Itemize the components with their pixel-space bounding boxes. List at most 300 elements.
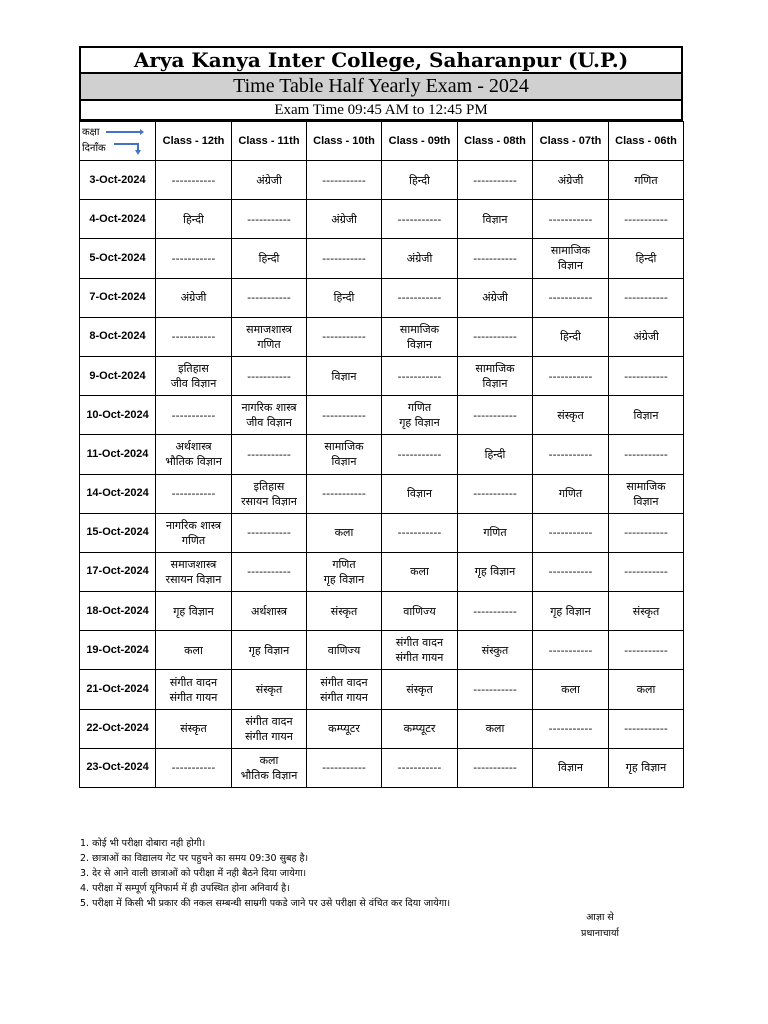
subject-cell xyxy=(156,435,232,474)
subject-cell xyxy=(533,278,609,317)
subject-cell xyxy=(609,396,684,435)
date-cell: 18-Oct-2024 xyxy=(80,592,156,631)
subject-cell xyxy=(533,670,609,709)
subject-text: सामाजिक xyxy=(626,479,666,493)
date-cell: 22-Oct-2024 xyxy=(80,709,156,748)
subject-cell xyxy=(609,435,684,474)
subject-cell xyxy=(307,592,382,631)
subject-cell xyxy=(458,239,533,278)
subject-cell xyxy=(232,631,307,670)
subject-text: गृह विज्ञान xyxy=(173,604,214,618)
subject-cell xyxy=(156,161,232,200)
subject-text: ----------- xyxy=(171,251,216,265)
subject-text: ----------- xyxy=(171,487,216,501)
subject-text: इतिहास xyxy=(253,479,285,493)
subject-text: सामाजिक xyxy=(324,440,364,454)
subject-text: सामाजिक xyxy=(550,244,591,258)
subject-cell xyxy=(382,396,458,435)
subject-text: संस्कृत xyxy=(255,683,283,697)
subject-cell xyxy=(307,356,382,395)
subject-cell xyxy=(307,239,382,278)
subject-text: ----------- xyxy=(624,643,668,657)
subject-cell xyxy=(232,396,307,435)
subject-cell xyxy=(232,709,307,748)
subject-text: कला xyxy=(334,526,354,540)
table-row xyxy=(80,161,684,200)
subject-cell xyxy=(458,161,533,200)
subject-text: ----------- xyxy=(247,447,291,461)
date-label: दिनाँक xyxy=(82,143,106,154)
subject-cell xyxy=(609,474,684,513)
subject-text: विज्ञान xyxy=(558,761,583,775)
subject-cell xyxy=(609,278,684,317)
subject-cell xyxy=(382,474,458,513)
subject-cell xyxy=(609,592,684,631)
subject-cell xyxy=(609,670,684,709)
subject-cell xyxy=(609,239,684,278)
subject-text: कला xyxy=(410,565,429,579)
subject-text: ----------- xyxy=(473,251,517,265)
subject-text: संस्कृत xyxy=(557,408,584,422)
subject-text: कम्प्यूटर xyxy=(328,722,360,736)
subject-text: ----------- xyxy=(247,291,291,305)
subject-cell xyxy=(533,474,609,513)
subject-text: ----------- xyxy=(548,447,593,461)
subject-text: गणित xyxy=(407,401,432,415)
subject-cell xyxy=(458,278,533,317)
subject-cell xyxy=(458,435,533,474)
subject-text: ----------- xyxy=(473,761,517,775)
date-cell: 8-Oct-2024 xyxy=(80,317,156,356)
subject-cell xyxy=(382,435,458,474)
subject-cell xyxy=(232,670,307,709)
subject-text: ----------- xyxy=(473,173,517,187)
subject-text: कला xyxy=(485,722,505,736)
subject-text: सामाजिक xyxy=(475,362,515,376)
subject-text: रसायन विज्ञान xyxy=(165,572,222,586)
subject-text: गृह विज्ञान xyxy=(399,416,440,430)
subject-text: विज्ञान xyxy=(633,494,659,508)
subject-cell xyxy=(533,356,609,395)
subject-cell xyxy=(382,670,458,709)
subject-text: भौतिक विज्ञान xyxy=(240,768,298,782)
subject-cell xyxy=(533,239,609,278)
date-cell: 5-Oct-2024 xyxy=(80,239,156,278)
subject-text: गणित xyxy=(332,557,356,571)
subject-cell xyxy=(458,709,533,748)
subject-text: विज्ञान xyxy=(558,259,583,273)
subject-cell xyxy=(458,748,533,787)
subject-cell xyxy=(307,513,382,552)
subject-text: ----------- xyxy=(548,212,593,226)
subject-text: अंग्रेजी xyxy=(331,212,357,226)
subject-text: संगीत गायन xyxy=(320,690,368,704)
subject-text: विज्ञान xyxy=(331,455,357,469)
table-row xyxy=(80,592,684,631)
date-cell: 7-Oct-2024 xyxy=(80,278,156,317)
subject-text: विज्ञान xyxy=(407,337,432,351)
subject-cell xyxy=(458,631,533,670)
subject-cell xyxy=(533,161,609,200)
subject-cell xyxy=(156,356,232,395)
subject-text: अर्थशास्त्र xyxy=(175,440,212,454)
col-class-06: Class - 06th xyxy=(609,122,684,161)
subject-text: वाणिज्य xyxy=(327,643,361,657)
table-row xyxy=(80,748,684,787)
subject-text: गणित xyxy=(257,337,281,351)
instruction-item: 2. छात्राओं का विद्यालय गेट पर पहुचने का समय 09:30 सुबह है। xyxy=(80,853,309,864)
subject-text: संगीत वादन xyxy=(320,675,368,689)
subject-text: जीव विज्ञान xyxy=(170,377,217,391)
subject-text: ----------- xyxy=(171,173,216,187)
subject-cell xyxy=(382,356,458,395)
subject-cell xyxy=(232,278,307,317)
subject-text: संगीत गायन xyxy=(169,690,218,704)
exam-title: Time Table Half Yearly Exam - 2024 xyxy=(79,74,683,101)
subject-text: ----------- xyxy=(473,408,517,422)
subject-cell xyxy=(382,161,458,200)
subject-text: ----------- xyxy=(473,487,517,501)
subject-cell xyxy=(382,317,458,356)
subject-cell xyxy=(533,435,609,474)
subject-cell xyxy=(533,200,609,239)
subject-cell xyxy=(232,748,307,787)
exam-time: Exam Time 09:45 AM to 12:45 PM xyxy=(79,101,683,121)
subject-cell xyxy=(382,748,458,787)
subject-cell xyxy=(232,200,307,239)
subject-cell xyxy=(307,474,382,513)
subject-text: रसायन विज्ञान xyxy=(241,494,297,508)
subject-cell xyxy=(382,513,458,552)
subject-text: ----------- xyxy=(171,408,216,422)
subject-cell xyxy=(307,631,382,670)
subject-text: कला xyxy=(636,683,656,697)
signature-block xyxy=(540,910,660,942)
date-cell: 19-Oct-2024 xyxy=(80,631,156,670)
subject-text: इतिहास xyxy=(178,362,209,376)
subject-text: ----------- xyxy=(397,291,442,305)
subject-cell xyxy=(609,709,684,748)
subject-text: कला xyxy=(259,753,279,767)
subject-text: गृह विज्ञान xyxy=(323,572,365,586)
subject-text: विज्ञान xyxy=(482,377,508,391)
subject-cell xyxy=(156,709,232,748)
subject-cell xyxy=(458,200,533,239)
subject-text: ----------- xyxy=(322,330,366,344)
subject-text: वाणिज्य xyxy=(403,604,436,618)
subject-text: ----------- xyxy=(322,251,366,265)
subject-text: गृह विज्ञान xyxy=(248,643,290,657)
subject-text: सामाजिक xyxy=(399,322,440,336)
subject-text: ----------- xyxy=(397,369,442,383)
subject-text: संस्कृत xyxy=(180,722,207,736)
corner-cell xyxy=(80,122,156,161)
col-class-08: Class - 08th xyxy=(458,122,533,161)
table-row xyxy=(80,552,684,591)
subject-cell xyxy=(156,239,232,278)
subject-text: संस्कुत xyxy=(481,643,509,657)
down-right-arrow-icon xyxy=(114,141,144,155)
subject-text: कला xyxy=(184,643,203,657)
subject-cell xyxy=(232,239,307,278)
subject-cell xyxy=(458,592,533,631)
subject-text: ----------- xyxy=(397,212,442,226)
subject-text: समाजशास्त्र xyxy=(246,322,292,336)
date-cell: 9-Oct-2024 xyxy=(80,356,156,395)
subject-cell xyxy=(382,552,458,591)
subject-text: विज्ञान xyxy=(482,212,508,226)
subject-text: ----------- xyxy=(624,722,668,736)
subject-text: नागरिक शास्त्र xyxy=(165,518,222,532)
subject-text: ----------- xyxy=(548,291,593,305)
subject-text: संगीत गायन xyxy=(245,729,293,743)
subject-cell xyxy=(156,748,232,787)
subject-text: अंग्रेजी xyxy=(406,251,433,265)
subject-text: ----------- xyxy=(247,565,291,579)
subject-cell xyxy=(232,356,307,395)
subject-text: संस्कृत xyxy=(330,604,358,618)
subject-text: गणित xyxy=(558,487,583,501)
subject-cell xyxy=(533,317,609,356)
subject-text: ----------- xyxy=(171,761,216,775)
subject-cell xyxy=(232,552,307,591)
subject-cell xyxy=(307,670,382,709)
subject-text: अर्थशास्त्र xyxy=(250,604,288,618)
table-row xyxy=(80,513,684,552)
subject-text: संगीत वादन xyxy=(169,675,218,689)
table-row xyxy=(80,396,684,435)
subject-cell xyxy=(382,278,458,317)
instructions xyxy=(80,836,680,911)
subject-cell xyxy=(232,474,307,513)
subject-cell xyxy=(307,278,382,317)
date-cell: 21-Oct-2024 xyxy=(80,670,156,709)
subject-cell xyxy=(156,474,232,513)
subject-cell xyxy=(533,748,609,787)
header-row xyxy=(80,122,684,161)
subject-cell xyxy=(609,200,684,239)
subject-cell xyxy=(232,435,307,474)
subject-cell xyxy=(458,670,533,709)
instruction-item: 3. देर से आने वाली छात्राओं को परीक्षा में नही बैठने दिया जायेगा। xyxy=(80,868,307,879)
subject-cell xyxy=(156,513,232,552)
table-row xyxy=(80,474,684,513)
date-cell: 4-Oct-2024 xyxy=(80,200,156,239)
subject-text: गणित xyxy=(181,533,206,547)
subject-cell xyxy=(307,200,382,239)
subject-text: विज्ञान xyxy=(633,408,659,422)
subject-cell xyxy=(156,396,232,435)
subject-text: विज्ञान xyxy=(331,369,357,383)
subject-cell xyxy=(156,670,232,709)
subject-text: अंग्रेजी xyxy=(256,173,282,187)
col-class-09: Class - 09th xyxy=(382,122,458,161)
subject-cell xyxy=(307,317,382,356)
class-label: कक्षा xyxy=(82,127,100,138)
subject-text: हिन्दी xyxy=(409,173,430,187)
date-cell: 14-Oct-2024 xyxy=(80,474,156,513)
subject-cell xyxy=(307,709,382,748)
subject-cell xyxy=(609,513,684,552)
subject-cell xyxy=(156,552,232,591)
subject-cell xyxy=(609,748,684,787)
subject-text: अंग्रेजी xyxy=(557,173,584,187)
subject-cell xyxy=(382,200,458,239)
date-cell: 17-Oct-2024 xyxy=(80,552,156,591)
instruction-item: 5. परीक्षा में किसी भी प्रकार की नकल सम्बन्धी साम्रगी पकडे जाने पर उसे परीक्षा से वंचित कर दिया जायेगा। xyxy=(80,898,451,909)
right-arrow-icon xyxy=(106,128,144,136)
subject-text: ----------- xyxy=(473,330,517,344)
subject-text: ----------- xyxy=(322,761,366,775)
timetable xyxy=(79,121,684,788)
subject-text: ----------- xyxy=(322,173,366,187)
subject-cell xyxy=(609,317,684,356)
subject-text: ----------- xyxy=(171,330,216,344)
subject-text: ----------- xyxy=(548,722,593,736)
subject-cell xyxy=(307,552,382,591)
subject-text: भौतिक विज्ञान xyxy=(165,455,222,469)
subject-cell xyxy=(232,513,307,552)
subject-text: ----------- xyxy=(473,683,517,697)
subject-cell xyxy=(458,356,533,395)
subject-cell xyxy=(609,552,684,591)
principal-text: प्रधानाचार्या xyxy=(581,928,619,939)
subject-cell xyxy=(609,356,684,395)
col-class-11: Class - 11th xyxy=(232,122,307,161)
subject-text: अंग्रेजी xyxy=(633,330,659,344)
date-cell: 10-Oct-2024 xyxy=(80,396,156,435)
subject-cell xyxy=(232,592,307,631)
subject-text: हिन्दी xyxy=(258,251,280,265)
col-class-10: Class - 10th xyxy=(307,122,382,161)
timetable-sheet xyxy=(79,46,683,788)
subject-text: ----------- xyxy=(247,369,291,383)
subject-cell xyxy=(156,200,232,239)
table-row xyxy=(80,670,684,709)
instruction-item: 1. कोई भी परीक्षा दोबारा नही होगी। xyxy=(80,838,206,849)
subject-cell xyxy=(382,592,458,631)
subject-text: ----------- xyxy=(397,447,442,461)
date-cell: 3-Oct-2024 xyxy=(80,161,156,200)
subject-text: ----------- xyxy=(397,761,442,775)
subject-text: संस्कृत xyxy=(406,683,433,697)
subject-text: संगीत वादन xyxy=(245,714,293,728)
subject-cell xyxy=(458,396,533,435)
col-class-07: Class - 07th xyxy=(533,122,609,161)
subject-text: अंग्रेजी xyxy=(180,291,207,305)
subject-cell xyxy=(156,317,232,356)
subject-cell xyxy=(533,592,609,631)
subject-text: हिन्दी xyxy=(635,251,657,265)
subject-cell xyxy=(609,631,684,670)
subject-text: ----------- xyxy=(397,526,442,540)
subject-text: संस्कृत xyxy=(632,604,660,618)
table-row xyxy=(80,709,684,748)
subject-cell xyxy=(156,592,232,631)
subject-cell xyxy=(382,631,458,670)
date-cell: 15-Oct-2024 xyxy=(80,513,156,552)
date-cell: 11-Oct-2024 xyxy=(80,435,156,474)
subject-text: ----------- xyxy=(624,291,668,305)
table-row xyxy=(80,200,684,239)
subject-cell xyxy=(307,161,382,200)
subject-text: विज्ञान xyxy=(407,487,432,501)
subject-text: ----------- xyxy=(548,565,593,579)
by-order-text: आज्ञा से xyxy=(586,912,614,923)
subject-cell xyxy=(609,161,684,200)
table-row xyxy=(80,356,684,395)
subject-text: समाजशास्त्र xyxy=(170,557,217,571)
table-row xyxy=(80,317,684,356)
subject-text: हिन्दी xyxy=(484,447,506,461)
subject-cell xyxy=(533,631,609,670)
subject-text: ----------- xyxy=(247,212,291,226)
subject-cell xyxy=(307,435,382,474)
subject-cell xyxy=(382,239,458,278)
subject-text: गृह विज्ञान xyxy=(625,761,667,775)
subject-cell xyxy=(458,474,533,513)
col-class-12: Class - 12th xyxy=(156,122,232,161)
subject-text: संगीत गायन xyxy=(395,651,444,665)
timetable-body xyxy=(80,161,684,788)
subject-text: हिन्दी xyxy=(560,330,581,344)
subject-text: ----------- xyxy=(247,526,291,540)
table-row xyxy=(80,631,684,670)
subject-cell xyxy=(533,513,609,552)
subject-text: हिन्दी xyxy=(333,291,355,305)
table-row xyxy=(80,278,684,317)
subject-cell xyxy=(458,317,533,356)
subject-cell xyxy=(458,552,533,591)
subject-text: हिन्दी xyxy=(183,212,204,226)
subject-text: कला xyxy=(561,683,580,697)
subject-text: ----------- xyxy=(548,369,593,383)
subject-text: जीव विज्ञान xyxy=(246,416,292,430)
subject-text: कम्प्यूटर xyxy=(403,722,436,736)
subject-text: नागरिक शास्त्र xyxy=(241,401,297,415)
subject-cell xyxy=(156,278,232,317)
subject-text: गृह विज्ञान xyxy=(550,604,591,618)
subject-text: गृह विज्ञान xyxy=(474,565,516,579)
subject-text: गणित xyxy=(634,173,658,187)
subject-cell xyxy=(533,709,609,748)
subject-cell xyxy=(307,396,382,435)
subject-cell xyxy=(382,709,458,748)
subject-cell xyxy=(533,396,609,435)
subject-text: ----------- xyxy=(322,408,366,422)
subject-cell xyxy=(156,631,232,670)
subject-text: ----------- xyxy=(548,643,593,657)
subject-text: गणित xyxy=(483,526,507,540)
subject-text: संगीत वादन xyxy=(395,636,444,650)
subject-cell xyxy=(232,317,307,356)
college-title: Arya Kanya Inter College, Saharanpur (U.P.) xyxy=(79,46,683,74)
date-cell: 23-Oct-2024 xyxy=(80,748,156,787)
table-row xyxy=(80,435,684,474)
instruction-item: 4. परीक्षा में सम्पूर्ण यूनिफार्म में ही उपस्थित होना अनिवार्य है। xyxy=(80,883,290,894)
subject-text: ----------- xyxy=(548,526,593,540)
subject-cell xyxy=(533,552,609,591)
subject-text: अंग्रेजी xyxy=(482,291,508,305)
subject-text: ----------- xyxy=(624,565,668,579)
subject-cell xyxy=(307,748,382,787)
subject-cell xyxy=(232,161,307,200)
subject-cell xyxy=(458,513,533,552)
subject-text: ----------- xyxy=(624,212,668,226)
subject-text: ----------- xyxy=(624,369,668,383)
subject-text: ----------- xyxy=(322,487,366,501)
table-row xyxy=(80,239,684,278)
